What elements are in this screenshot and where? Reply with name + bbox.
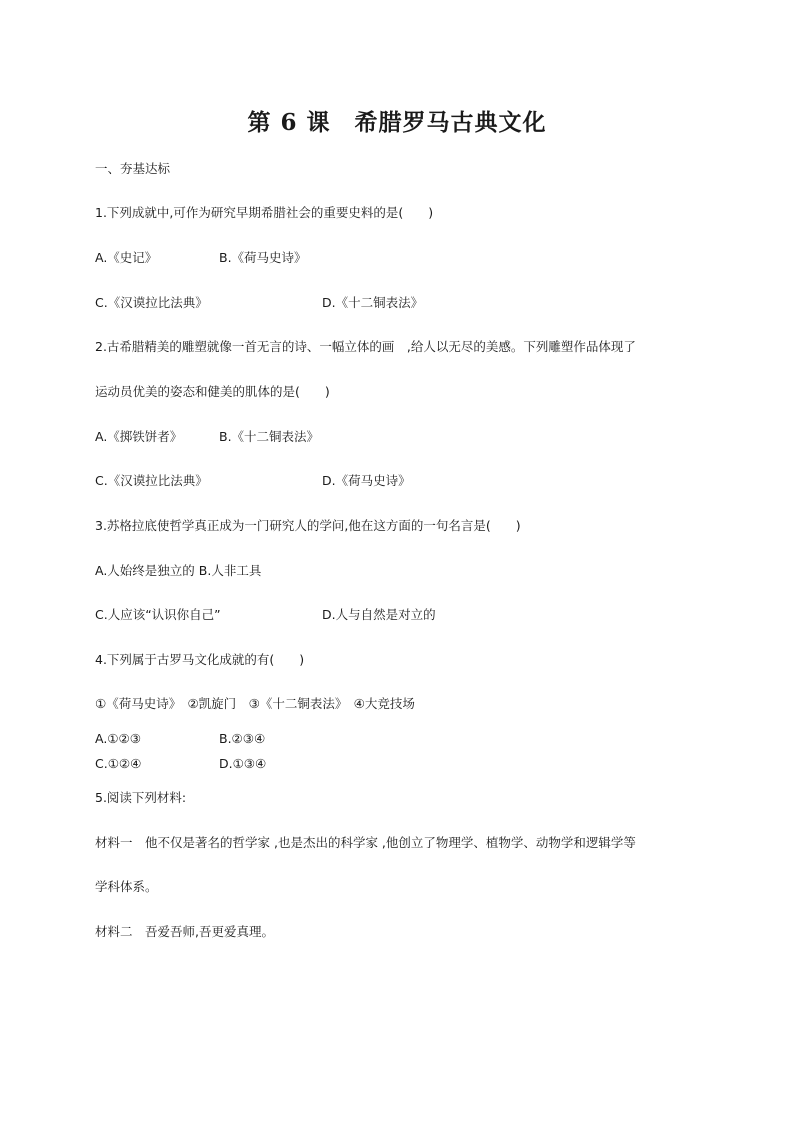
q4-items: ①《荷马史诗》 ②凯旋门 ③《十二铜表法》 ④大竞技场	[95, 696, 415, 711]
q3-option-c: C.人应该“认识你自己”	[95, 607, 221, 622]
lesson-title: 第 6 课 希腊罗马古典文化	[247, 109, 547, 136]
q1-option-b: B.《荷马史诗》	[219, 250, 307, 265]
q1-option-d: D.《十二铜表法》	[322, 295, 424, 310]
q4-option-a: A.①②③	[95, 731, 141, 746]
q1-option-c: C.《汉谟拉比法典》	[95, 295, 208, 310]
q4-option-c: C.①②④	[95, 756, 142, 771]
q5-material1-line2: 学科体系。	[95, 879, 158, 894]
q3-stem: 3.苏格拉底使哲学真正成为一门研究人的学问,他在这方面的一句名言是( )	[95, 518, 521, 533]
q5-material1-line1: 材料一 他不仅是著名的哲学家 ,也是杰出的科学家 ,他创立了物理学、植物学、动物学和逻辑学等	[95, 835, 636, 850]
section-heading: 一、夯基达标	[95, 161, 171, 176]
q3-option-d: D.人与自然是对立的	[322, 607, 436, 622]
q5-stem: 5.阅读下列材料:	[95, 790, 187, 805]
q2-option-d: D.《荷马史诗》	[322, 473, 411, 488]
q2-stem-line2: 运动员优美的姿态和健美的肌体的是( )	[95, 384, 330, 399]
q2-option-b: B.《十二铜表法》	[219, 429, 320, 444]
q2-stem-line1: 2.古希腊精美的雕塑就像一首无言的诗、一幅立体的画 ,给人以无尽的美感。下列雕塑作品体现了	[95, 339, 636, 354]
q4-option-b: B.②③④	[219, 731, 266, 746]
q5-material2: 材料二 吾爱吾师,吾更爱真理。	[95, 924, 274, 939]
q2-option-a: A.《掷铁饼者》	[95, 429, 183, 444]
q4-option-d: D.①③④	[219, 756, 267, 771]
q4-stem: 4.下列属于古罗马文化成就的有( )	[95, 652, 305, 667]
q1-stem: 1.下列成就中,可作为研究早期希腊社会的重要史料的是( )	[95, 205, 434, 220]
q3-option-ab: A.人始终是独立的 B.人非工具	[95, 563, 262, 578]
q2-option-c: C.《汉谟拉比法典》	[95, 473, 208, 488]
q1-option-a: A.《史记》	[95, 250, 158, 265]
